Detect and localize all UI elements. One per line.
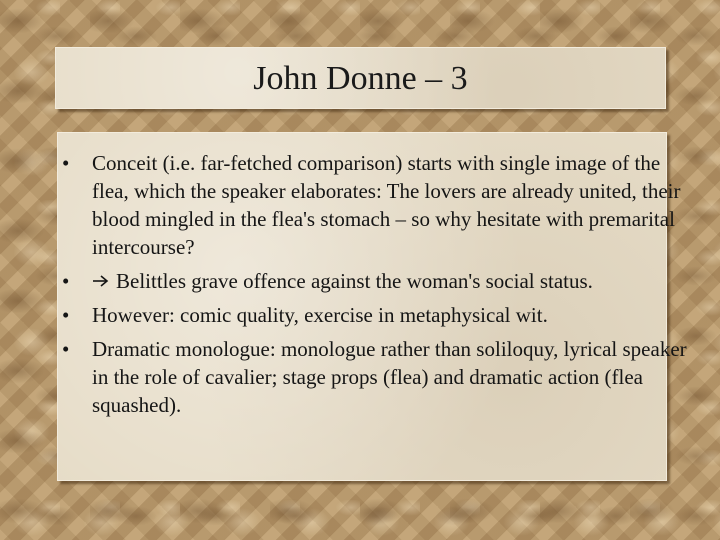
bullet-dot: • (62, 303, 70, 327)
bullet-text: Conceit (i.e. far-fetched comparison) starts with single image of the flea, which the speaker elaborates: The lovers are already united, their blood mingled in the flea's stomach – so why hesitate with premarital intercourse? (92, 151, 681, 259)
content-panel (57, 132, 687, 481)
bullet-dot: • (62, 151, 70, 175)
slide-title: John Donne – 3 (253, 60, 468, 97)
bullet-item-conceit (58, 149, 698, 261)
bullet-text: Dramatic monologue: monologue rather than soliloquy, lyrical speaker in the role of cavalier; stage props (flea) and dramatic action (flea squashed). (92, 337, 687, 417)
bullet-text: Belittles grave offence against the woman's social status. (116, 269, 593, 293)
bullet-item-dramatic (58, 335, 698, 419)
bullet-item-comic (58, 301, 698, 329)
bullet-dot: • (62, 337, 70, 361)
bullet-text: However: comic quality, exercise in metaphysical wit. (92, 303, 548, 327)
title-panel (55, 47, 666, 109)
bullet-list (58, 149, 698, 425)
bullet-dot: • (62, 269, 70, 293)
arrow-right-icon (92, 267, 110, 295)
bullet-item-belittles (58, 267, 698, 295)
